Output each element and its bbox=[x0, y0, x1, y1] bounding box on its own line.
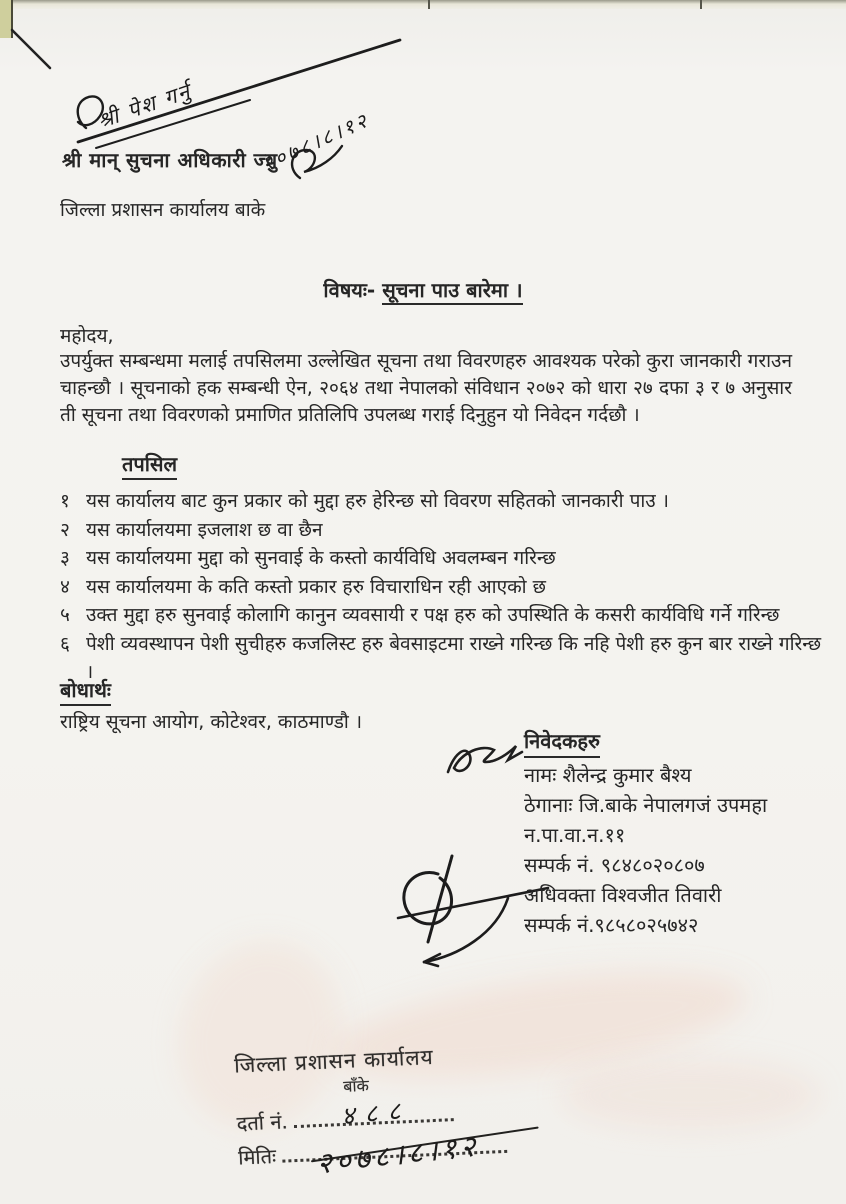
list-item-number: २ bbox=[60, 518, 70, 541]
scan-corner-artifact bbox=[0, 0, 13, 38]
list-item-text: यस कार्यालयमा इजलाश छ वा छैन bbox=[86, 518, 323, 541]
addressee-title: श्री मान् सुचना अधिकारी ज्यु bbox=[62, 148, 278, 172]
list-item-number: ५ bbox=[60, 604, 70, 626]
list-item-number: १ bbox=[60, 490, 70, 512]
subject-text: सूचना पाउ बारेमा । bbox=[382, 278, 522, 305]
list-item-text: उक्त मुद्दा हरु सुनवाई कोलागि कानुन व्यवसायी र पक्ष हरु को उपस्थिति के कसरी कार्यविधि गर्ने गरिन्छ bbox=[86, 604, 780, 626]
schedule-list bbox=[60, 487, 830, 687]
stamp-reg-label: दर्ता नं. bbox=[236, 1109, 289, 1136]
cc-heading: बोधार्थः bbox=[60, 676, 111, 706]
applicant-name: नामः शैलेन्द्र कुमार बैश्य bbox=[524, 763, 692, 787]
list-item bbox=[60, 487, 830, 516]
list-item bbox=[60, 601, 830, 630]
list-item bbox=[60, 573, 830, 602]
list-item-number: ६ bbox=[60, 632, 70, 655]
advocate-contact: सम्पर्क नं.९८५८०२५७४२ bbox=[524, 913, 699, 937]
applicants-block bbox=[524, 726, 834, 940]
scan-tick-mark bbox=[700, 0, 702, 9]
applicant-address-1: ठेगानाः जि.बाके नेपालगजं उपमहा bbox=[524, 793, 768, 817]
stamp-office-name: जिल्ला प्रशासन कार्यालय bbox=[233, 1044, 435, 1078]
scan-edge-strip bbox=[0, 0, 846, 9]
applicant-address-2: न.पा.वा.न.११ bbox=[524, 823, 626, 847]
stamp-date-row bbox=[237, 1128, 589, 1181]
list-item-text: पेशी व्यवस्थापन पेशी सुचीहरु कजलिस्ट हरु बेवसाइटमा राख्ने गरिन्छ कि नहि पेशी हरु कुन बार राख्ने गरिन्छ । bbox=[86, 632, 822, 683]
body-paragraph: उपर्युक्त सम्बन्धमा मलाई तपसिलमा उल्लेखित सूचना तथा विवरणहरु आवश्यक परेको कुरा जानकारी गराउन चाहन्छौ । सूचनाको हक सम्बन्धी ऐन, २०६४ तथा नेपालको संविधान २०७२ को धारा २७ दफा ३ र ७ अनुसार ती सूचना तथा विवरणको प्रमाणित प्रतिलिपि उपलब्ध गराई दिनुहुन यो निवेदन गर्दछौ । bbox=[60, 350, 792, 426]
list-item-number: ४ bbox=[60, 575, 70, 598]
handwritten-reg-number: ४८८ bbox=[340, 1095, 412, 1131]
list-item bbox=[60, 544, 830, 573]
handwritten-date: २०७८।८।१२ bbox=[314, 1128, 482, 1181]
list-item-text: यस कार्यालय बाट कुन प्रकार को मुद्दा हरु हेरिन्छ सो विवरण सहितको जानकारी पाउ । bbox=[86, 490, 669, 512]
stamp-registration-row bbox=[236, 1094, 587, 1135]
registration-stamp bbox=[233, 1036, 589, 1181]
list-item bbox=[60, 516, 830, 545]
stamp-district: बाँके bbox=[342, 1075, 370, 1096]
list-item-text: यस कार्यालयमा के कति कस्तो प्रकार हरु विचाराधिन रही आएको छ bbox=[86, 575, 546, 598]
applicants-heading: निवेदकहरु bbox=[524, 726, 600, 758]
addressee-office: जिल्ला प्रशासन कार्यालय बाके bbox=[60, 199, 266, 221]
schedule-heading: तपसिल bbox=[122, 450, 177, 480]
subject-label: विषयः- bbox=[323, 278, 376, 302]
list-item-number: ३ bbox=[60, 547, 70, 569]
advocate-name: अधिवक्ता विश्वजीत तिवारी bbox=[524, 883, 722, 907]
cc-recipient: राष्ट्रिय सूचना आयोग, कोटेश्वर, काठमाण्डौ । bbox=[60, 711, 363, 733]
applicant-contact: सम्पर्क नं. ९८४८०२०८०७ bbox=[524, 853, 705, 877]
salutation: महोदय, bbox=[60, 325, 114, 347]
handwritten-top-date: २०७८।८।१२ bbox=[258, 107, 374, 177]
list-item-text: यस कार्यालयमा मुद्दा को सुनवाई के कस्तो कार्यविधि अवलम्बन गरिन्छ bbox=[86, 547, 556, 569]
handwritten-top-note: श्री पेश गर्नु bbox=[94, 78, 195, 134]
stamp-date-label: मितिः bbox=[237, 1143, 277, 1170]
scan-tick-mark bbox=[428, 0, 430, 9]
list-item bbox=[60, 630, 830, 687]
subject-line bbox=[0, 276, 846, 303]
paper-smudge bbox=[560, 1060, 820, 1130]
